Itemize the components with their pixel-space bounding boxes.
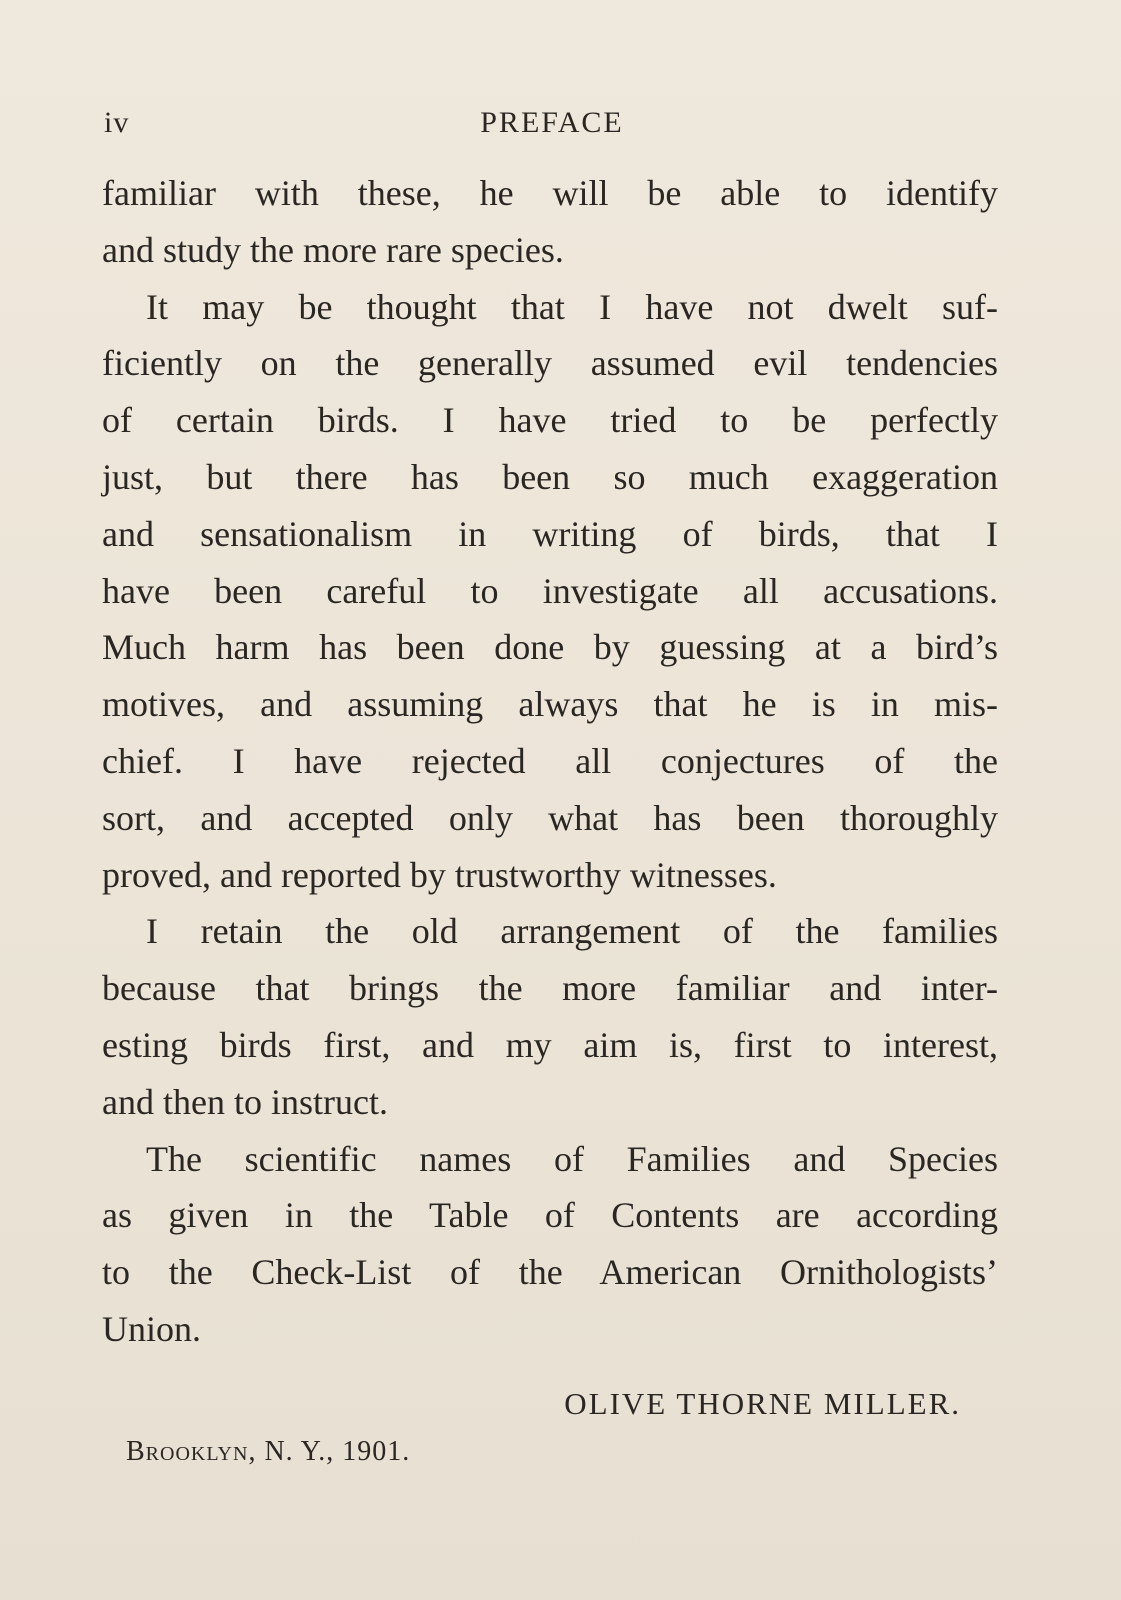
author-signature: OLIVE THORNE MILLER. xyxy=(564,1386,961,1421)
text-line: motives, and assuming always that he is in mis- xyxy=(102,684,998,725)
text-line: ficiently on the generally assumed evil tendencies xyxy=(102,343,998,384)
text-line: chief. I have rejected all conjectures of the xyxy=(102,740,998,781)
text-line: just, but there has been so much exaggeration xyxy=(102,456,998,497)
text-line: as given in the Table of Contents are according xyxy=(102,1195,998,1236)
text-line: and sensationalism in writing of birds, that I xyxy=(102,513,998,554)
text-line: to the Check-List of the American Ornithologists’ xyxy=(102,1252,998,1293)
text-line: sort, and accepted only what has been thoroughly xyxy=(102,797,998,838)
preface-body xyxy=(102,165,998,1358)
page-header xyxy=(104,100,1000,150)
page-number: iv xyxy=(104,106,130,139)
text-line: Much harm has been done by guessing at a bird’s xyxy=(102,627,998,668)
text-line: The scientific names of Families and Species xyxy=(146,1138,998,1179)
text-line: have been careful to investigate all accusations. xyxy=(102,570,998,611)
running-head: PREFACE xyxy=(480,106,624,139)
text-line: I retain the old arrangement of the families xyxy=(146,911,998,952)
text-line: of certain birds. I have tried to be perfectly xyxy=(102,400,998,441)
text-line: familiar with these, he will be able to identify xyxy=(102,173,998,213)
text-line: and then to instruct. xyxy=(102,1081,388,1122)
text-line: because that brings the more familiar and inter- xyxy=(102,968,998,1009)
text-line: Union. xyxy=(102,1308,201,1349)
text-line: and study the more rare species. xyxy=(102,229,564,270)
text-line: esting birds first, and my aim is, first to interest, xyxy=(102,1024,998,1065)
text-line: proved, and reported by trustworthy witnesses. xyxy=(102,854,777,895)
text-line: It may be thought that I have not dwelt suf- xyxy=(146,286,998,327)
place-and-date: Brooklyn, N. Y., 1901. xyxy=(126,1436,411,1467)
